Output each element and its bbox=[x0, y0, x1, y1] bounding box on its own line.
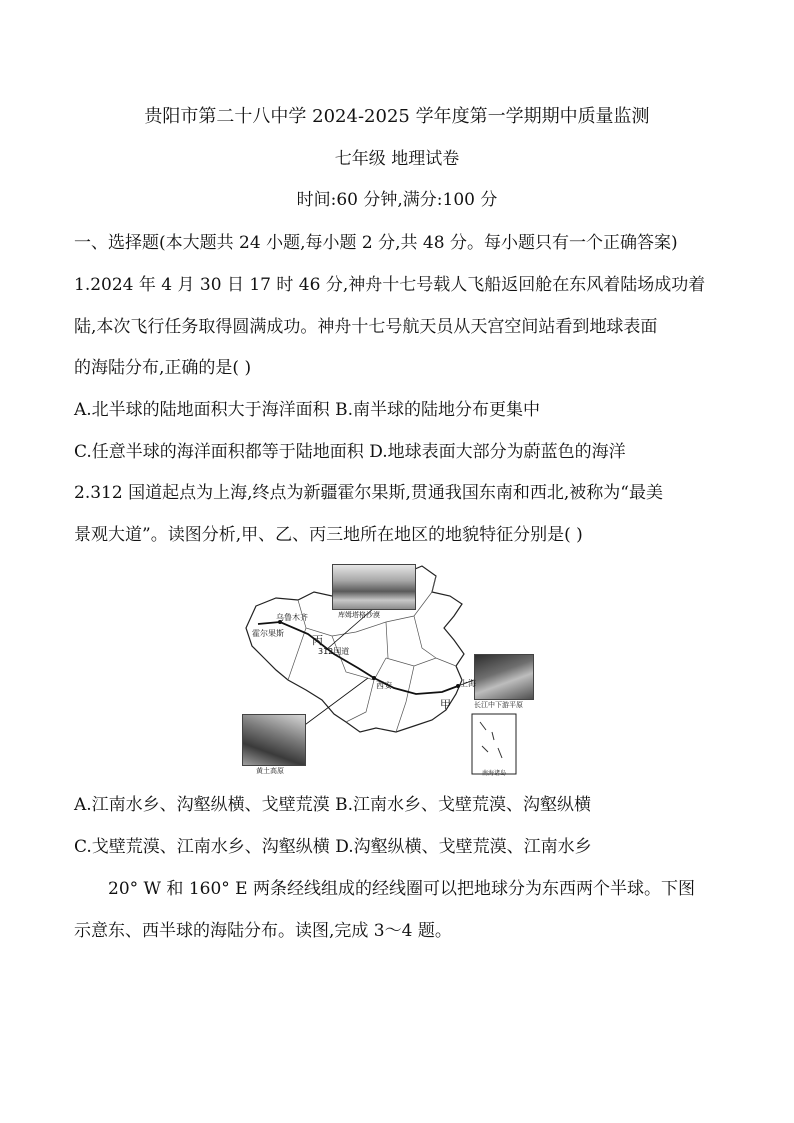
label-urumqi: 乌鲁木齐 bbox=[276, 613, 308, 622]
question-1-line-1: 1.2024 年 4 月 30 日 17 时 46 分,神舟十七号载人飞船返回舱在东风着陆场成功着 bbox=[74, 275, 706, 295]
label-khorgas: 霍尔果斯 bbox=[252, 629, 284, 638]
exam-subtitle: 七年级 地理试卷 bbox=[334, 149, 460, 169]
loess-plateau-photo bbox=[242, 714, 306, 766]
passage-line-1: 20° W 和 160° E 两条经线组成的经线圈可以把地球分为东西两个半球。下图 bbox=[108, 879, 695, 899]
label-shanghai: 上海 bbox=[460, 679, 476, 688]
south-sea-inset-frame bbox=[472, 714, 516, 774]
question-2-options-cd: C.戈壁荒漠、江南水乡、沟壑纵横 D.沟壑纵横、戈壁荒漠、江南水乡 bbox=[74, 837, 592, 857]
question-1-options-cd: C.任意半球的海洋面积都等于陆地面积 D.地球表面大部分为蔚蓝色的海洋 bbox=[74, 442, 626, 462]
question-1-line-3: 的海陆分布,正确的是( ) bbox=[74, 358, 252, 378]
section-heading: 一、选择题(本大题共 24 小题,每小题 2 分,共 48 分。每小题只有一个正确答案) bbox=[74, 233, 678, 253]
question-2-options-ab: A.江南水乡、沟壑纵横、戈壁荒漠 B.江南水乡、戈壁荒漠、沟壑纵横 bbox=[74, 795, 591, 815]
question-1-line-2: 陆,本次飞行任务取得圆满成功。神舟十七号航天员从天宫空间站看到地球表面 bbox=[74, 317, 658, 337]
loess-caption: 黄土高原 bbox=[256, 767, 284, 775]
question-1-options-ab: A.北半球的陆地面积大于海洋面积 B.南半球的陆地分布更集中 bbox=[74, 400, 540, 420]
question-2-line-2: 景观大道”。读图分析,甲、乙、丙三地所在地区的地貌特征分别是( ) bbox=[74, 525, 583, 545]
desert-photo bbox=[332, 564, 416, 610]
desert-caption: 库姆塔格沙漠 bbox=[338, 611, 380, 619]
label-bing: 丙 bbox=[312, 634, 323, 647]
label-xian: 西安 bbox=[376, 681, 392, 690]
label-south-sea: 南海诸岛 bbox=[482, 770, 507, 777]
label-312-highway: 312国道 bbox=[318, 647, 350, 656]
china-312-highway-map-figure bbox=[236, 562, 530, 784]
label-jia: 甲 bbox=[440, 698, 451, 711]
exam-title: 贵阳市第二十八中学 2024-2025 学年度第一学期期中质量监测 bbox=[144, 106, 650, 127]
plain-caption: 长江中下游平原 bbox=[474, 701, 523, 709]
question-2-line-1: 2.312 国道起点为上海,终点为新疆霍尔果斯,贯通我国东南和西北,被称为“最美 bbox=[74, 483, 663, 503]
plain-photo bbox=[474, 654, 534, 700]
exam-time-info: 时间:60 分钟,满分:100 分 bbox=[296, 190, 498, 210]
passage-line-2: 示意东、西半球的海陆分布。读图,完成 3～4 题。 bbox=[74, 921, 452, 941]
